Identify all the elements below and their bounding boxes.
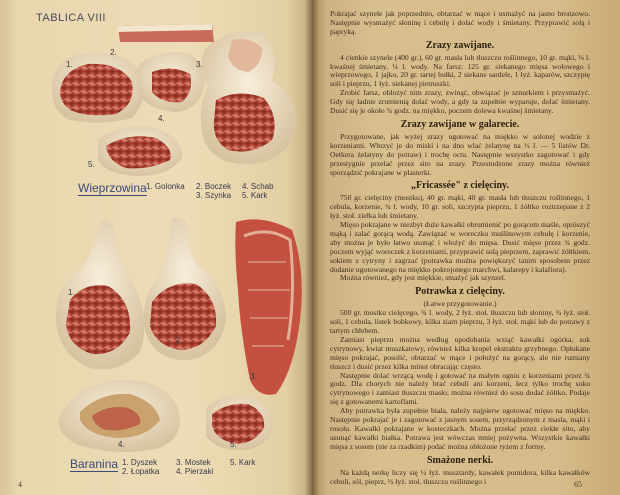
pork-legend-item: 4. Schab — [242, 182, 274, 191]
lamb-legend-item: 5. Kark — [230, 458, 256, 467]
pork-legend-item: 1. Golonka — [146, 182, 185, 191]
recipe-subheading: (Łatwe przygotowanie.) — [423, 299, 497, 309]
book-gutter — [305, 0, 319, 495]
recipe-paragraph: Na każdą nerkę liczy się ½ łyż. musztardy, kawałek pomidora, kilka kawałków cebuli, sól, pieprz, ½ łyż. stoł. tłuszczu roślinnego i — [330, 467, 590, 486]
lamb-piece-5 — [206, 396, 274, 450]
lamb-legend-item: 2. Łopatka — [122, 467, 160, 476]
section-title-pork: Wieprzowina — [78, 181, 147, 195]
recipe-heading: Zrazy zawijane w galarecie. — [400, 118, 520, 130]
recipe-heading: „Fricassée" z cielęciny. — [410, 180, 509, 192]
lamb-legend-item: 1. Dyszek — [122, 458, 158, 467]
lamb-piece-3 — [235, 219, 301, 394]
recipe-paragraph: Mięso pokrajane w niezbyt duże kawałki obrumienić po gorącem maśle, oprószyć mąką i zalać gorącą wodą. Zawiązać w woreczku muślinowym cebulę i korzenie, aby można je było łatwo usunąć i włożyć do mięsa. Dusić mięso przez ¾ godz. poczem wyjąć woreczek z korzeniami, przyprawić solą pieprzem, zaprawić żółtkiem, sokiem z cytryny i zagrzać (potrawka można powiększyć tanim sposobem przez dodanie ugotowanego na miękko pokrojonego marchwi, kalarepy i kalafiora). — [330, 220, 590, 274]
recipe-heading: Zrazy zawijane. — [425, 39, 495, 51]
lamb-number-1: 1. — [68, 288, 75, 297]
pork-piece-2 — [118, 24, 214, 42]
recipe-paragraph: Zrobić farsz, obłożyć nim zrazy, zwinąć, obwiązać je sznurkiem i przysmażyć. Gdy się ładnie zrumienią dolać wody, a gdy ta zupełnie wyparuje, dolać śmietany. Dusić się je około ¾ godz. na miękko, poczem dolewa kwaśnej śmietany. — [330, 88, 590, 116]
pork-piece-5 — [98, 127, 182, 177]
pork-piece-4 — [201, 31, 297, 164]
section-title-lamb: Baranina — [70, 457, 119, 471]
pork-legend-item: 2. Boczek — [196, 182, 232, 191]
recipe-paragraph: 750 gr. cielęciny (mostku), 40 gr. mąki, 40 gr. masła lub tłuszczu roślinnego, 1 cebula, korzenie, ¾ l. wody, 10 gr. soli, szczypta pieprzu, 1 żółtko roztrzepane z 2 łyż. stoł. zielka lub śmietany. — [330, 193, 590, 221]
lamb-piece-2 — [144, 217, 226, 360]
lamb-number-4: 4. — [118, 440, 125, 449]
recipe-heading: Potrawka z cielęciny. — [415, 286, 505, 298]
pork-number-4: 4. — [158, 114, 165, 123]
lamb-legend-item: 4. Pierzaki — [176, 467, 214, 476]
left-page-number: 4 — [18, 480, 22, 489]
pork-number-2: 2. — [110, 48, 117, 57]
lamb-legend — [122, 458, 307, 478]
recipe-paragraph: Można również, gdy jest miękkie, smażyć jak szynzel. — [340, 273, 506, 283]
lamb-number-5: 5. — [230, 440, 237, 449]
pork-legend-item: 5. Kark — [242, 191, 268, 200]
recipe-paragraph: Następnie dolać wrzącą wodę i gotować na małym ogniu z korzeniami przez ¾ godz. Dla chorych nie należy brać cebuli ani korzeni, lecz tylko trochę soku cytrynowego i zamiast tłuszczu masło; można również do sosu dodać żółtko. Podaje się z gotowanemi kartoflami. — [330, 370, 590, 407]
pork-number-3: 3. — [196, 60, 203, 69]
recipe-paragraph: 500 gr. mostku cielęcego, ¾ l. wody, 2 łyż. stoł. tłuszczu lub słoniny, ¾ łyż. stoł. soli, 1 cebula, listek bobkowy, kilka ziarn pieprzu, 3 łyż. stoł. mąki lub do potrawy z tartym chlebem. — [330, 308, 590, 335]
recipe-paragraph: Aby potrawka była zupełnie biała, należy najpierw ugotować mięso na miękko. Następnie pokrajać je i zagotować z jasnym sosem, przyrządzonym z masła, mąki i rosołu. Kawałki pokrajane w kosteczkach. Można przełać przez ciekłe sito, aby usunąć kawałki białka. Potrawa jest wówczas mniej pożywna. Wszystkie kawałki mięsa z sosem (nie za rzadkim) podać można obłożone ryżem z formy. — [330, 406, 590, 451]
lamb-legend-item: 3. Mostek — [176, 458, 211, 467]
pork-legend — [146, 182, 312, 202]
recipe-paragraph: Zamiast pieprzu można według upodobania wziąć kawałki ogórka, sok cytrynowy, kwiat muszkatowy, również kilka kropel ekstraktu grzybnego. Opłukane mięso pokrajać, posolić, obtarzać w mące i położyć na gorący, ale nie rumiany tłuszcz i dusić przez kilka minut obracając często. — [330, 334, 590, 371]
right-page-number: 65 — [574, 480, 582, 489]
lamb-number-3: 3. — [250, 372, 257, 381]
recipe-heading: Smażone nerki. — [426, 454, 494, 466]
lamb-number-2: 2. — [176, 336, 183, 345]
pork-legend-item: 3. Szynka — [196, 191, 232, 200]
pork-number-1: 1. — [66, 60, 73, 69]
recipe-paragraph: Pokrajać szynele jak poprzednio, obtarzać w mące i usmażyć na jasno bronzowo. Następnie wysmażyć słoninę i cebulę i dolać wody i śmietany. Przyprawić solą i papryką. — [330, 9, 590, 36]
recipe-paragraph: 4 cienkie szynele (400 gr.), 60 gr. masła lub tłuszczu roślinnego, 10 gr. mąki, ⅛ l. kwaśnej śmietany, ¼ l. wody. Na farsz: 125 gr. siekanego mięsa wołowego i wieprzowego, 1 jajko, 20 gr. tartej bułki, 2 siekane sardele, 1 łyż. kaparów, szczyptę soli i pieprzu, 1 łyż. siekanej pietruszki. — [330, 52, 590, 89]
recipe-text — [330, 10, 590, 486]
pork-number-5: 5. — [88, 160, 95, 169]
pork-piece-3 — [137, 52, 204, 112]
plate-title: TABLICA VIII — [36, 12, 106, 24]
recipe-paragraph: Przygotowane, jak wyżej zrazy ugotować na miękko w solonej wodzie z korzeniami. Wbrzyć je do miski i na dno wlać żelatynę na ½ l. — 5 listów Dr. Oetkera żelatyny do potraw) i trochę octu. Następnie wszystko zagotować i gdy przestygnie przelać przez sito na zrazy. Przestudzone zrazy można również sporządzić pokrajane w plasterki. — [330, 131, 590, 177]
